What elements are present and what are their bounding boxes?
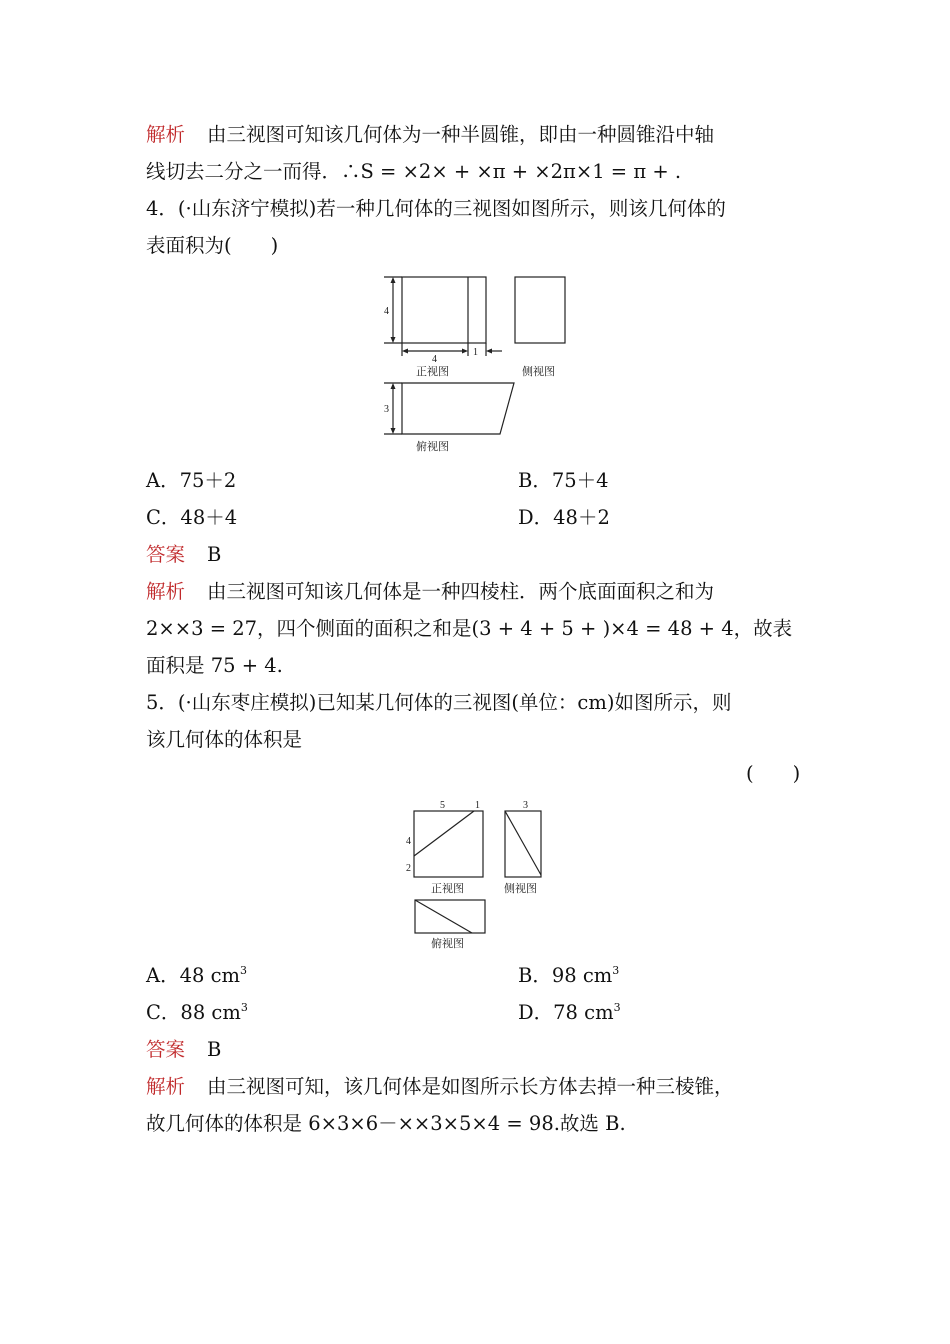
q5-front-view-label: 正视图 [431,883,464,895]
q5-dim-5: 5 [440,800,445,811]
q5-option-a: A．48 $cm^3$ [146,964,248,987]
q4-top-view-trapezoid [402,383,514,434]
q4-solution-line-3: 面积是 75 + 4. [146,654,283,677]
q4-stem-line-2: 表面积为( ) [146,234,279,257]
q5-solution-line-2: 故几何体的体积是 6×3×6－××3×5×4 = 98.故选 B. [146,1112,626,1135]
q5-front-view-diagonal [414,811,474,856]
q5-solution-line-1 [146,1073,734,1101]
q4-side-view-rect [515,277,565,343]
q5-three-view-figure [395,795,555,955]
q4-three-view-figure [370,268,580,458]
q4-answer-label: 答案 [146,543,186,566]
q4-dim-width: 4 [432,354,437,365]
q5-side-view-label: 侧视图 [504,883,537,895]
q3-solution-label: 解析 [146,123,186,146]
q4-option-d: D．48＋2 [518,506,610,529]
q5-option-d: D．78 $cm^3$ [518,1001,621,1024]
q3-solution-line-1 [146,121,714,149]
q4-side-view-label: 侧视图 [522,366,555,378]
q5-answer-blank: ( ) [746,762,801,785]
q4-solution-text-1: 由三视图可知该几何体是一种四棱柱．两个底面面积之和为 [207,580,715,603]
q5-side-view-diagonal [505,811,541,875]
q5-option-b: B．98 $cm^3$ [518,964,620,987]
q5-dim-3: 3 [523,800,528,811]
q5-option-c-exponent: 3 [240,1001,248,1014]
q4-option-a: A．75＋2 [146,469,237,492]
q4-solution-line-2: 2××3 = 27，四个侧面的面积之和是(3 + 4 + 5 + )×4 = 48 + 4，故表 [146,617,793,640]
q4-option-b: B．75＋4 [518,469,609,492]
q5-option-b-exponent: 3 [612,964,620,977]
q4-answer-line [146,541,221,569]
q4-dim-height: 4 [384,306,389,317]
q4-solution-line-1 [146,578,714,606]
q5-dim-1: 1 [475,800,480,811]
q4-dim-small: 1 [473,347,478,358]
q3-solution-line-2: 线切去二分之一而得．∴S = ×2× + ×π + ×2π×1 = π + . [146,160,682,183]
q5-option-c: C．88 $cm^3$ [146,1001,248,1024]
q5-stem-line-2: 该几何体的体积是 [146,728,303,751]
q5-front-view-rect [414,811,483,877]
q5-answer-label: 答案 [146,1038,186,1061]
q4-dim-depth: 3 [384,404,389,415]
q5-top-view-diagonal [415,900,472,933]
q4-front-view-rect [402,277,486,343]
q4-option-c: C．48＋4 [146,506,238,529]
q5-dim-4: 4 [406,836,411,847]
q5-top-view-rect [415,900,485,933]
q5-answer-value: B [207,1038,222,1061]
q5-solution-text-1: 由三视图可知，该几何体是如图所示长方体去掉一种三棱锥， [207,1075,734,1098]
q3-solution-text-1: 由三视图可知该几何体为一种半圆锥，即由一种圆锥沿中轴 [207,123,715,146]
q5-answer-line [146,1036,221,1064]
q4-stem-line-1: 4．(·山东济宁模拟)若一种几何体的三视图如图所示，则该几何体的 [146,197,726,220]
q5-top-view-label: 俯视图 [431,938,464,950]
q5-dim-2: 2 [406,863,411,874]
q5-option-a-exponent: 3 [240,964,248,977]
q5-stem-line-1: 5．(·山东枣庄模拟)已知某几何体的三视图(单位：cm)如图所示，则 [146,691,732,714]
q4-top-view-label: 俯视图 [416,441,449,453]
q5-option-d-exponent: 3 [613,1001,621,1014]
q4-front-view-label: 正视图 [416,366,449,378]
q4-solution-label: 解析 [146,580,186,603]
q5-solution-label: 解析 [146,1075,186,1098]
q4-answer-value: B [207,543,222,566]
